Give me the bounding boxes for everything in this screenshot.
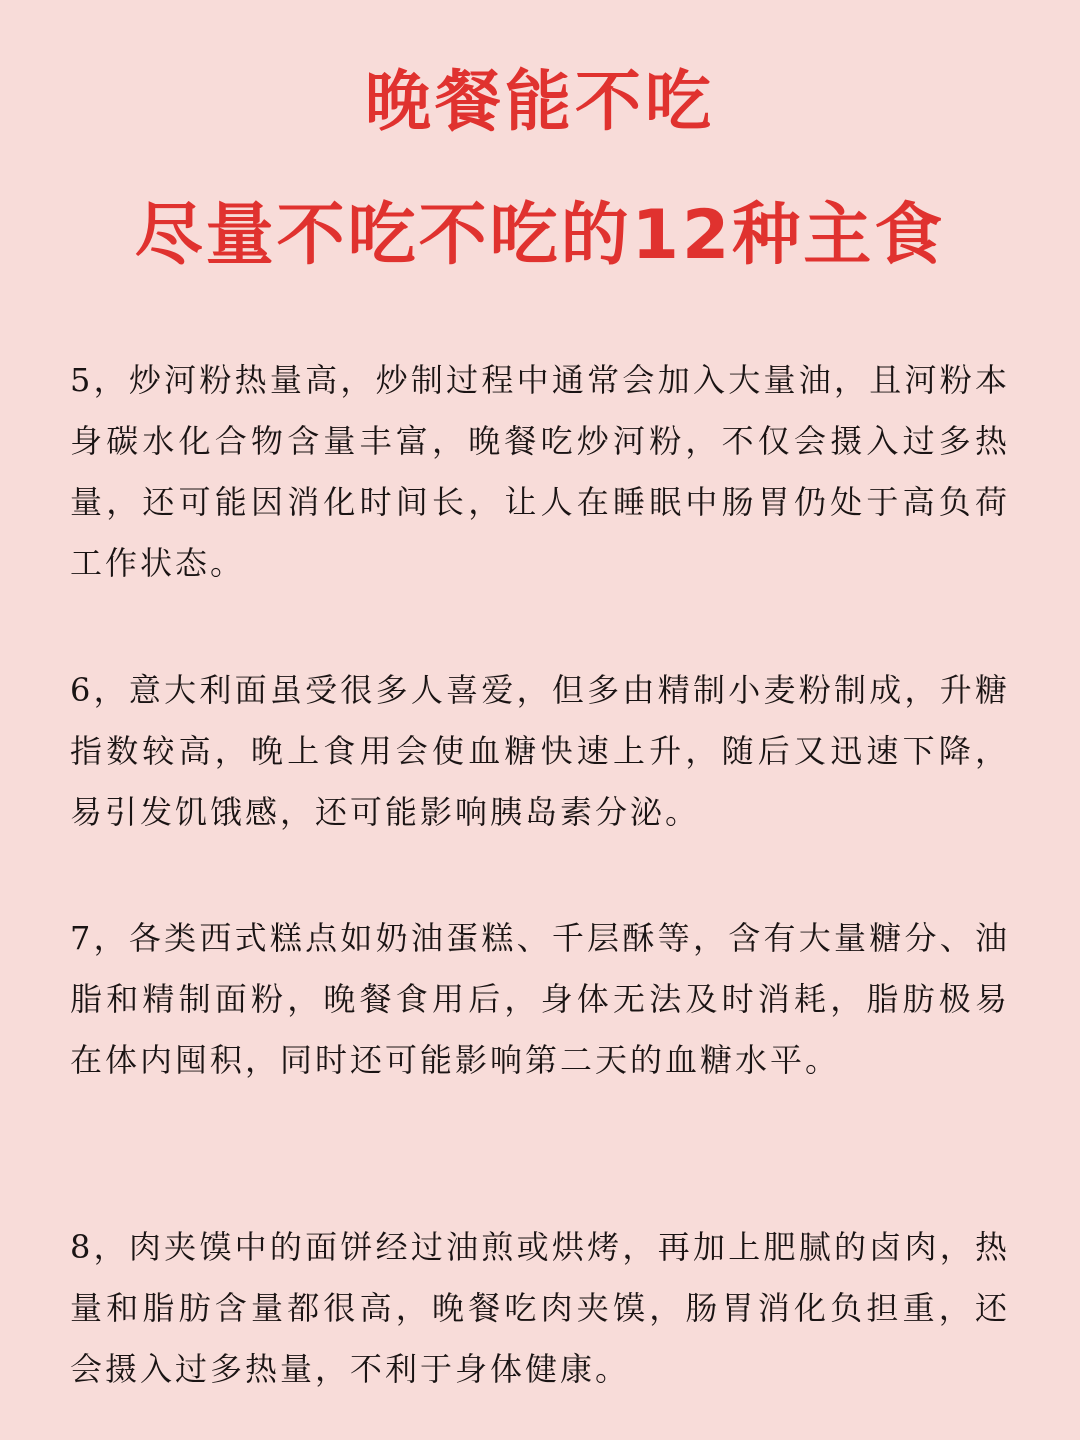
title-line-1: 晚餐能不吃 (365, 63, 715, 140)
paragraph-item-8: 8，肉夹馍中的面饼经过油煎或烘烤，再加上肥腻的卤肉，热量和脂肪含量都很高，晚餐吃肉夹馍，肠胃消化负担重，还会摄入过多热量，不利于身体健康。 (70, 1228, 1010, 1388)
paragraph-item-5: 5，炒河粉热量高，炒制过程中通常会加入大量油，且河粉本身碳水化合物含量丰富，晚餐吃炒河粉，不仅会摄入过多热量，还可能因消化时间长，让人在睡眠中肠胃仍处于高负荷工作状态。 (70, 361, 1010, 582)
paragraph-item-6: 6，意大利面虽受很多人喜爱，但多由精制小麦粉制成，升糖指数较高，晚上食用会使血糖快速上升，随后又迅速下降，易引发饥饿感，还可能影响胰岛素分泌。 (70, 671, 1010, 831)
paragraph-item-7: 7，各类西式糕点如奶油蛋糕、千层酥等，含有大量糖分、油脂和精制面粉，晚餐食用后，身体无法及时消耗，脂肪极易在体内囤积，同时还可能影响第二天的血糖水平。 (70, 919, 1010, 1079)
title-line-2: 尽量不吃不吃的12种主食 (134, 196, 946, 275)
